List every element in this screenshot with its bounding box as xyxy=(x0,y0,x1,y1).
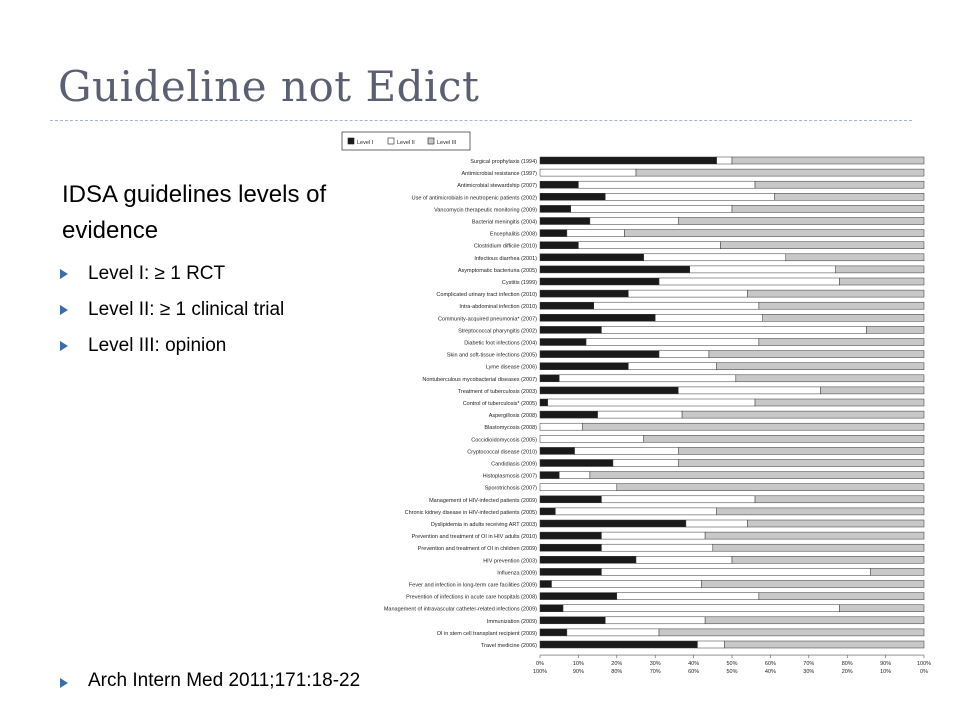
bar-segment-level-1 xyxy=(540,363,628,370)
bar-segment-level-3 xyxy=(590,472,924,479)
bar-segment-level-2 xyxy=(601,544,712,551)
category-label: HIV prevention (2003) xyxy=(483,558,537,565)
category-label: Use of antimicrobials in neutropenic patients (2002) xyxy=(411,195,537,202)
bar-segment-level-2 xyxy=(655,314,763,321)
bar-segment-level-1 xyxy=(540,520,686,527)
legend-label: Level I xyxy=(357,140,374,146)
bar-segment-level-2 xyxy=(659,278,839,285)
bar-segment-level-3 xyxy=(659,629,924,636)
category-label: Chronic kidney disease in HIV-infected patients (2005) xyxy=(404,509,537,516)
bar-segment-level-1 xyxy=(540,351,659,358)
x-tick-label-bottom: 60% xyxy=(688,669,700,676)
category-label: Lyme disease (2006) xyxy=(485,364,537,371)
bar-segment-level-2 xyxy=(571,205,732,212)
category-label: Infectious diarrhea (2001) xyxy=(474,255,537,262)
category-label: Cystitis (1999) xyxy=(501,280,537,286)
bar-segment-level-2 xyxy=(678,387,820,394)
category-label: Control of tuberculosis* (2005) xyxy=(462,401,537,407)
bar-segment-level-3 xyxy=(678,218,924,225)
bar-segment-level-3 xyxy=(747,290,924,297)
bullet-text: Level III: opinion xyxy=(88,335,227,356)
bar-segment-level-1 xyxy=(540,205,571,212)
legend-label: Level II xyxy=(397,140,415,146)
bar-segment-level-2 xyxy=(567,230,625,237)
bar-segment-level-2 xyxy=(594,302,759,309)
category-label: Treatment of tuberculosis (2003) xyxy=(457,388,537,395)
category-label: Cryptococcal disease (2010) xyxy=(467,449,537,456)
lead-text: IDSA guidelines levels of evidence xyxy=(62,181,327,244)
bar-segment-level-2 xyxy=(601,496,755,503)
bar-segment-level-3 xyxy=(870,568,924,575)
bar-segment-level-2 xyxy=(552,581,702,588)
bar-segment-level-3 xyxy=(755,496,924,503)
x-tick-label-bottom: 40% xyxy=(764,669,776,676)
bar-segment-level-2 xyxy=(628,290,747,297)
bar-segment-level-3 xyxy=(836,266,924,273)
category-label: Antimicrobial resistance (1997) xyxy=(461,171,537,178)
bar-segment-level-1 xyxy=(540,472,559,479)
bar-segment-level-1 xyxy=(540,242,578,249)
bar-segment-level-1 xyxy=(540,641,697,648)
category-label: Management of intravascular catheter-related infections (2009) xyxy=(383,606,537,613)
bar-segment-level-2 xyxy=(697,641,724,648)
bar-segment-level-1 xyxy=(540,157,717,164)
bar-segment-level-3 xyxy=(747,520,924,527)
bar-segment-level-1 xyxy=(540,593,617,600)
bullet-item xyxy=(60,328,284,364)
bar-segment-level-1 xyxy=(540,544,601,551)
category-label: Complicated urinary tract infection (2010) xyxy=(436,292,537,299)
bar-segment-level-2 xyxy=(578,242,720,249)
bar-segment-level-2 xyxy=(586,339,759,346)
bar-segment-level-2 xyxy=(540,423,582,430)
bar-segment-level-2 xyxy=(563,605,839,612)
bar-segment-level-1 xyxy=(540,254,644,261)
x-tick-label-top: 80% xyxy=(841,661,853,668)
category-label: Surgical prophylaxis (1994) xyxy=(470,159,537,165)
x-tick-label-top: 60% xyxy=(764,661,776,668)
bullet-item xyxy=(60,256,284,292)
bar-segment-level-2 xyxy=(548,399,755,406)
bar-segment-level-1 xyxy=(540,314,655,321)
triangle-bullet-icon xyxy=(60,341,68,351)
bar-segment-level-1 xyxy=(540,556,636,563)
category-label: Community-acquired pneumonia* (2007) xyxy=(437,316,537,323)
bar-segment-level-3 xyxy=(709,351,924,358)
bar-segment-level-3 xyxy=(759,302,924,309)
bar-segment-level-2 xyxy=(559,472,590,479)
bar-segment-level-3 xyxy=(701,581,924,588)
title-divider xyxy=(50,120,912,121)
bar-segment-level-3 xyxy=(617,484,924,491)
bar-segment-level-2 xyxy=(601,532,705,539)
legend-swatch-level-2 xyxy=(388,138,394,144)
x-tick-label-top: 20% xyxy=(611,661,623,668)
bar-segment-level-3 xyxy=(717,508,924,515)
bar-segment-level-2 xyxy=(601,326,866,333)
bar-segment-level-1 xyxy=(540,375,559,382)
bullet-text: Level II: ≥ 1 clinical trial xyxy=(88,299,285,320)
category-label: Travel medicine (2006) xyxy=(480,643,537,649)
bar-segment-level-3 xyxy=(678,460,924,467)
triangle-bullet-icon xyxy=(60,678,68,688)
bar-segment-level-2 xyxy=(605,617,705,624)
bar-segment-level-3 xyxy=(759,339,924,346)
category-label: Nontuberculous mycobacterial diseases (2007) xyxy=(422,376,537,383)
category-label: Management of HIV-infected patients (2009) xyxy=(429,497,537,504)
bar-segment-level-3 xyxy=(644,435,924,442)
bar-segment-level-1 xyxy=(540,193,605,200)
bar-segment-level-3 xyxy=(636,169,924,176)
bar-segment-level-3 xyxy=(755,399,924,406)
bar-segment-level-1 xyxy=(540,447,575,454)
bar-segment-level-3 xyxy=(582,423,924,430)
legend-swatch-level-3 xyxy=(428,138,434,144)
category-label: Prevention and treatment of OI in children (2009) xyxy=(417,546,537,553)
category-label: Influenza (2009) xyxy=(497,570,537,577)
bar-segment-level-2 xyxy=(601,568,870,575)
bar-segment-level-1 xyxy=(540,339,586,346)
category-label: Dyslipidemia in adults receiving ART (2003) xyxy=(430,522,537,528)
bar-segment-level-3 xyxy=(840,605,924,612)
bar-segment-level-3 xyxy=(678,447,924,454)
bar-segment-level-3 xyxy=(720,242,924,249)
bar-segment-level-1 xyxy=(540,617,605,624)
bar-segment-level-2 xyxy=(636,556,732,563)
category-label: Histoplasmosis (2007) xyxy=(482,473,537,480)
bar-segment-level-1 xyxy=(540,387,678,394)
bar-segment-level-2 xyxy=(590,218,678,225)
bar-segment-level-2 xyxy=(605,193,774,200)
bullet-item xyxy=(60,292,284,328)
x-tick-label-top: 10% xyxy=(572,661,584,668)
bar-segment-level-3 xyxy=(713,544,924,551)
bar-segment-level-2 xyxy=(575,447,679,454)
bar-segment-level-1 xyxy=(540,581,552,588)
x-tick-label-bottom: 100% xyxy=(532,669,548,676)
bar-segment-level-2 xyxy=(644,254,786,261)
category-label: Blastomycosis (2008) xyxy=(484,425,537,432)
category-label: Streptococcal pharyngitis (2002) xyxy=(458,328,537,335)
x-tick-label-bottom: 20% xyxy=(841,669,853,676)
x-tick-label-bottom: 50% xyxy=(726,669,738,676)
bar-segment-level-1 xyxy=(540,411,598,418)
bar-segment-level-1 xyxy=(540,568,601,575)
bar-segment-level-3 xyxy=(820,387,924,394)
bar-segment-level-3 xyxy=(755,181,924,188)
category-label: Encephalitis (2008) xyxy=(489,231,537,238)
bar-segment-level-2 xyxy=(540,169,636,176)
bar-segment-level-3 xyxy=(759,593,924,600)
bar-segment-level-1 xyxy=(540,290,628,297)
bar-segment-level-2 xyxy=(690,266,836,273)
x-tick-label-top: 70% xyxy=(803,661,815,668)
bar-segment-level-1 xyxy=(540,605,563,612)
bar-segment-level-3 xyxy=(705,617,924,624)
bar-segment-level-3 xyxy=(724,641,924,648)
x-tick-label-top: 50% xyxy=(726,661,738,668)
bar-segment-level-3 xyxy=(732,556,924,563)
bar-segment-level-1 xyxy=(540,496,601,503)
bar-segment-level-3 xyxy=(763,314,924,321)
bar-segment-level-1 xyxy=(540,302,594,309)
bar-segment-level-3 xyxy=(705,532,924,539)
x-tick-label-bottom: 70% xyxy=(649,669,661,676)
category-label: OI in stem cell transplant recipient (2009) xyxy=(436,630,537,637)
bullet-text: Level I: ≥ 1 RCT xyxy=(88,263,226,284)
category-label: Bacterial meningitis (2004) xyxy=(471,219,537,226)
bar-segment-level-3 xyxy=(786,254,924,261)
category-label: Aspergillosis (2008) xyxy=(488,413,537,420)
slide-title: Guideline not Edict xyxy=(58,62,480,111)
bar-segment-level-2 xyxy=(686,520,747,527)
x-tick-label-top: 0% xyxy=(536,661,544,668)
bar-segment-level-3 xyxy=(732,205,924,212)
bar-segment-level-3 xyxy=(624,230,924,237)
bar-segment-level-1 xyxy=(540,326,601,333)
bar-segment-level-1 xyxy=(540,508,555,515)
bar-segment-level-2 xyxy=(613,460,678,467)
bar-segment-level-1 xyxy=(540,460,613,467)
bar-segment-level-1 xyxy=(540,399,548,406)
bar-segment-level-1 xyxy=(540,532,601,539)
bar-segment-level-2 xyxy=(578,181,755,188)
bar-segment-level-3 xyxy=(717,363,924,370)
bar-segment-level-3 xyxy=(736,375,924,382)
bar-segment-level-3 xyxy=(866,326,924,333)
bar-segment-level-2 xyxy=(717,157,732,164)
bar-segment-level-1 xyxy=(540,181,578,188)
evidence-levels-chart xyxy=(330,126,940,688)
bar-segment-level-2 xyxy=(628,363,716,370)
category-label: Vancomycin therapeutic monitoring (2009) xyxy=(434,207,537,214)
bar-segment-level-3 xyxy=(774,193,924,200)
citation xyxy=(60,670,360,692)
legend-label: Level III xyxy=(437,140,457,146)
x-tick-label-bottom: 80% xyxy=(611,669,623,676)
bar-segment-level-3 xyxy=(840,278,924,285)
category-label: Sporotrichosis (2007) xyxy=(484,485,537,492)
bar-segment-level-2 xyxy=(540,435,644,442)
triangle-bullet-icon xyxy=(60,305,68,315)
x-tick-label-top: 100% xyxy=(916,661,932,668)
citation-text: Arch Intern Med 2011;171:18-22 xyxy=(88,670,361,691)
x-tick-label-top: 40% xyxy=(688,661,700,668)
category-label: Candidiasis (2009) xyxy=(491,461,537,468)
category-label: Fever and infection in long-term care facilities (2009) xyxy=(408,582,537,589)
bar-segment-level-2 xyxy=(617,593,759,600)
category-label: Prevention and treatment of OI in HIV adults (2010) xyxy=(411,534,537,541)
x-tick-label-top: 90% xyxy=(880,661,892,668)
bar-segment-level-1 xyxy=(540,278,659,285)
bar-segment-level-2 xyxy=(567,629,659,636)
bullet-list xyxy=(60,256,284,364)
x-tick-label-top: 30% xyxy=(649,661,661,668)
bar-segment-level-2 xyxy=(659,351,709,358)
category-label: Antimicrobial stewardship (2007) xyxy=(457,183,537,190)
legend-swatch-level-1 xyxy=(348,138,354,144)
bar-segment-level-3 xyxy=(732,157,924,164)
category-label: Diabetic foot infections (2004) xyxy=(464,340,537,347)
bar-segment-level-1 xyxy=(540,218,590,225)
category-label: Asymptomatic bacteriuria (2005) xyxy=(457,267,537,274)
bar-segment-level-2 xyxy=(559,375,736,382)
bar-segment-level-1 xyxy=(540,266,690,273)
x-tick-label-bottom: 90% xyxy=(572,669,584,676)
bar-segment-level-2 xyxy=(598,411,682,418)
bar-segment-level-1 xyxy=(540,230,567,237)
category-label: Clostridium difficile (2010) xyxy=(473,243,537,250)
category-label: Immunization (2009) xyxy=(486,618,537,625)
bar-segment-level-2 xyxy=(555,508,716,515)
category-label: Prevention of infections in acute care hospitals (2008) xyxy=(406,594,537,601)
category-label: Coccidioidomycosis (2005) xyxy=(471,437,537,444)
bar-segment-level-2 xyxy=(540,484,617,491)
bar-segment-level-1 xyxy=(540,629,567,636)
x-tick-label-bottom: 10% xyxy=(880,669,892,676)
triangle-bullet-icon xyxy=(60,269,68,279)
x-tick-label-bottom: 0% xyxy=(920,669,928,676)
category-label: Intra-abdominal infection (2010) xyxy=(459,304,537,311)
category-label: Skin and soft-tissue infections (2005) xyxy=(446,352,537,359)
x-tick-label-bottom: 30% xyxy=(803,669,815,676)
bar-segment-level-3 xyxy=(682,411,924,418)
